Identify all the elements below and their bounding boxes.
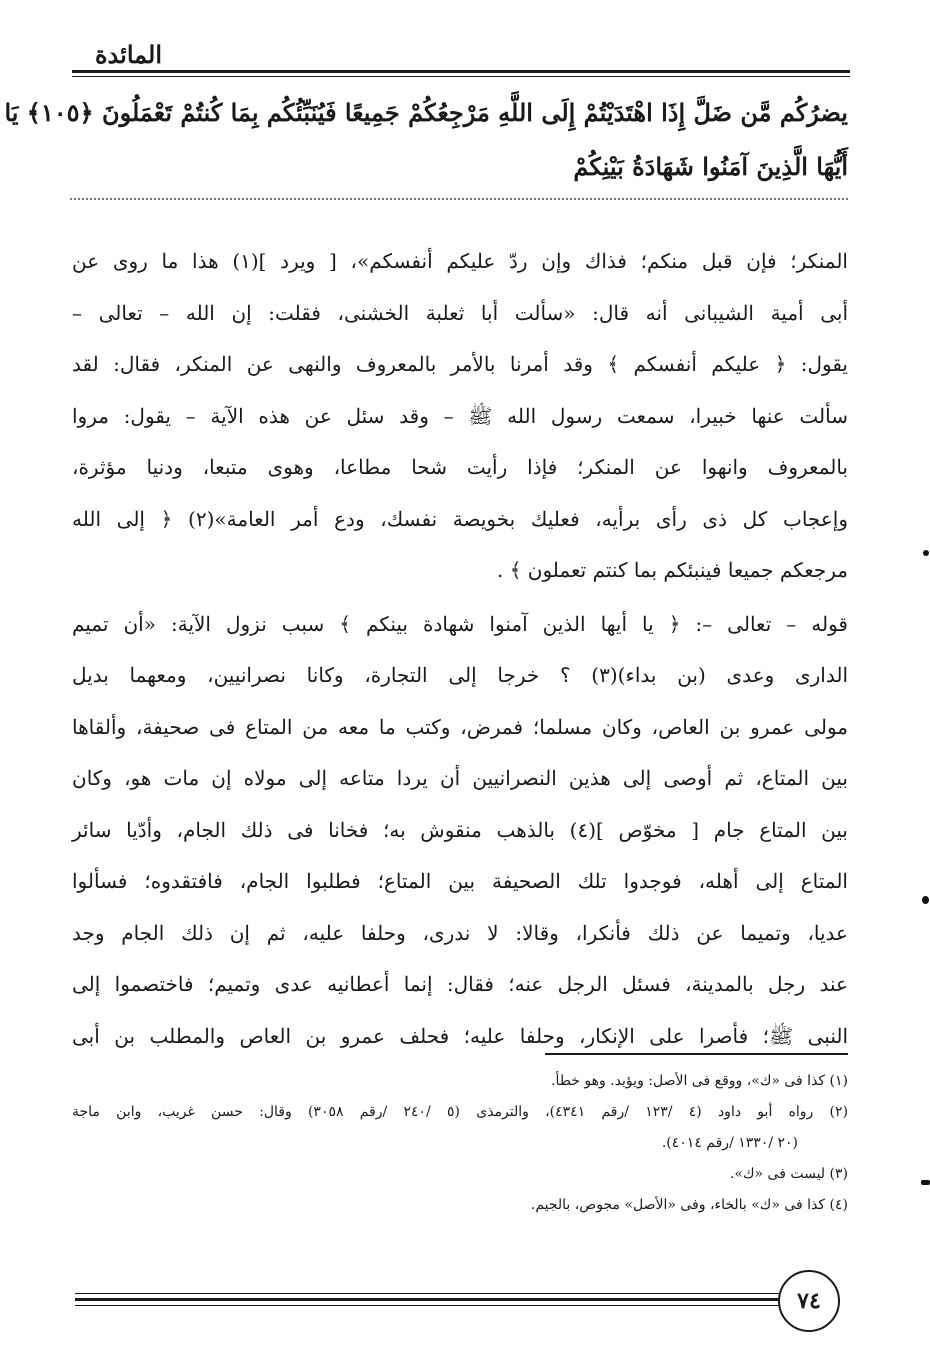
paragraph [72,236,848,597]
text-line: المتاع إلى أهله، فوجدوا تلك الصحيفة بين المتاع؛ فطلبوا الجام، فافتقدوه؛ فسألوا [72,869,848,893]
text-line: عند رجل بالمدينة، فسئل الرجل عنه؛ فقال: إنما أعطانيه عدى وتميم؛ فاختصموا إلى [72,972,848,996]
footer-rule-thick [75,1298,780,1301]
footnote-separator [545,1053,848,1055]
commentary-text [72,236,848,1062]
quran-verse-block [4,86,848,194]
text-line: بالمعروف وانهوا عن المنكر؛ فإذا رأيت شحا مطاعا، وهوى متبعا، ودنيا مؤثرة، [72,455,848,479]
footer-rule-thin-2 [75,1305,780,1306]
footnote-2: (٢) رواه أبو داود (٤ /١٢٣ /رقم ٤٣٤١)، والترمذى (٥ /٢٤٠ /رقم ٣٠٥٨) وقال: حسن غريب، وابن ماجة [72,1104,849,1120]
footnote-4: (٤) كذا فى «ك» بالخاء، وفى «الأصل» مجوص، بالجيم. [530,1197,848,1213]
header-rule-thick [72,70,850,73]
text-line: يقول: ﴿ عليكم أنفسكم ﴾ وقد أمرنا بالأمر بالمعروف والنهى عن المنكر، فقال: لقد [72,352,848,376]
text-line: بين المتاع، ثم أوصى إلى هذين النصرانيين أن يردا متاعه إلى مولاه إن مات هو، وكان [72,766,849,790]
text-line: وإعجاب كل ذى رأى برأيه، فعليك بخويصة نفسك، ودع أمر العامة»(٢) ﴿ إلى الله [72,506,848,531]
paragraph [72,599,848,1063]
footnote-2-continued: (٢٠ /١٣٣٠ /رقم ٤٠١٤). [661,1135,798,1151]
margin-mark [922,896,929,904]
footer-rule-thin [75,1293,780,1294]
text-line: النبى ﷺ؛ فأصرا على الإنكار، وحلفا عليه؛ فحلف عمرو بن العاص والمطلب بن أبى [72,1023,848,1048]
margin-mark [921,1180,930,1185]
page-number: ٧٤ [778,1270,840,1332]
verse-divider [70,198,848,200]
text-line: بين المتاع جام [ مخوّص ](٤) بالذهب منقوش به؛ فخانا فى ذلك الجام، وأدّيا سائر [72,817,848,842]
text-line: سألت عنها خبيرا، سمعت رسول الله ﷺ – وقد سئل عن هذه الآية – يقول: مروا [72,403,848,428]
text-line: الدارى وعدى (بن بداء)(٣) ؟ خرجا إلى التجارة، وكانا نصرانيين، ومعهما بديل [72,663,848,687]
text-line: المنكر؛ فإن قبل منكم؛ فذاك وإن ردّ عليكم أنفسكم»، [ ويرد ](١) هذا ما روى عن [72,249,848,273]
text-line: مرجعكم جميعا فينبئكم بما كنتم تعملون ﴾ . [497,558,848,582]
text-line: مولى عمرو بن العاص، وكان مسلما؛ فمرض، وكتب ما معه من المتاع فى صحيفة، وألقاها [72,714,848,739]
margin-mark [923,550,929,556]
surah-title: المائدة [94,40,162,69]
text-line: أبى أمية الشيبانى أنه قال: «سألت أبا ثعلبة الخشنى، فقلت: إن الله – تعالى – [72,300,848,325]
text-line: قوله – تعالى –: ﴿ يا أيها الذين آمنوا شهادة بينكم ﴾ سبب نزول الآية: «أن تميم [72,611,848,636]
verse-line: أَيُّهَا الَّذِينَ آمَنُوا شَهَادَةُ بَيْنِكُمْ [573,152,848,181]
footnote-3: (٣) ليست فى «ك». [729,1166,848,1182]
verse-line: يضرُكُم مَّن ضَلَّ إِذَا اهْتَدَيْتُمْ إِلَى اللَّهِ مَرْجِعُكُمْ جَمِيعًا فَيُنَبِّئُكُم بِمَا كُنتُمْ تَعْمَلُونَ ﴿١٠٥﴾ يَا [4,98,848,127]
text-line: عديا، وتميما عن ذلك فأنكرا، وقالا: لا ندرى، وحلفا عليه، ثم إن ذلك الجام وجد [72,920,848,945]
footnotes [72,1066,848,1221]
header-rule-thin [72,76,850,77]
footnote-1: (١) كذا فى «ك»، ووقع فى الأصل: ويؤيد. وهو خطأ. [551,1073,848,1089]
